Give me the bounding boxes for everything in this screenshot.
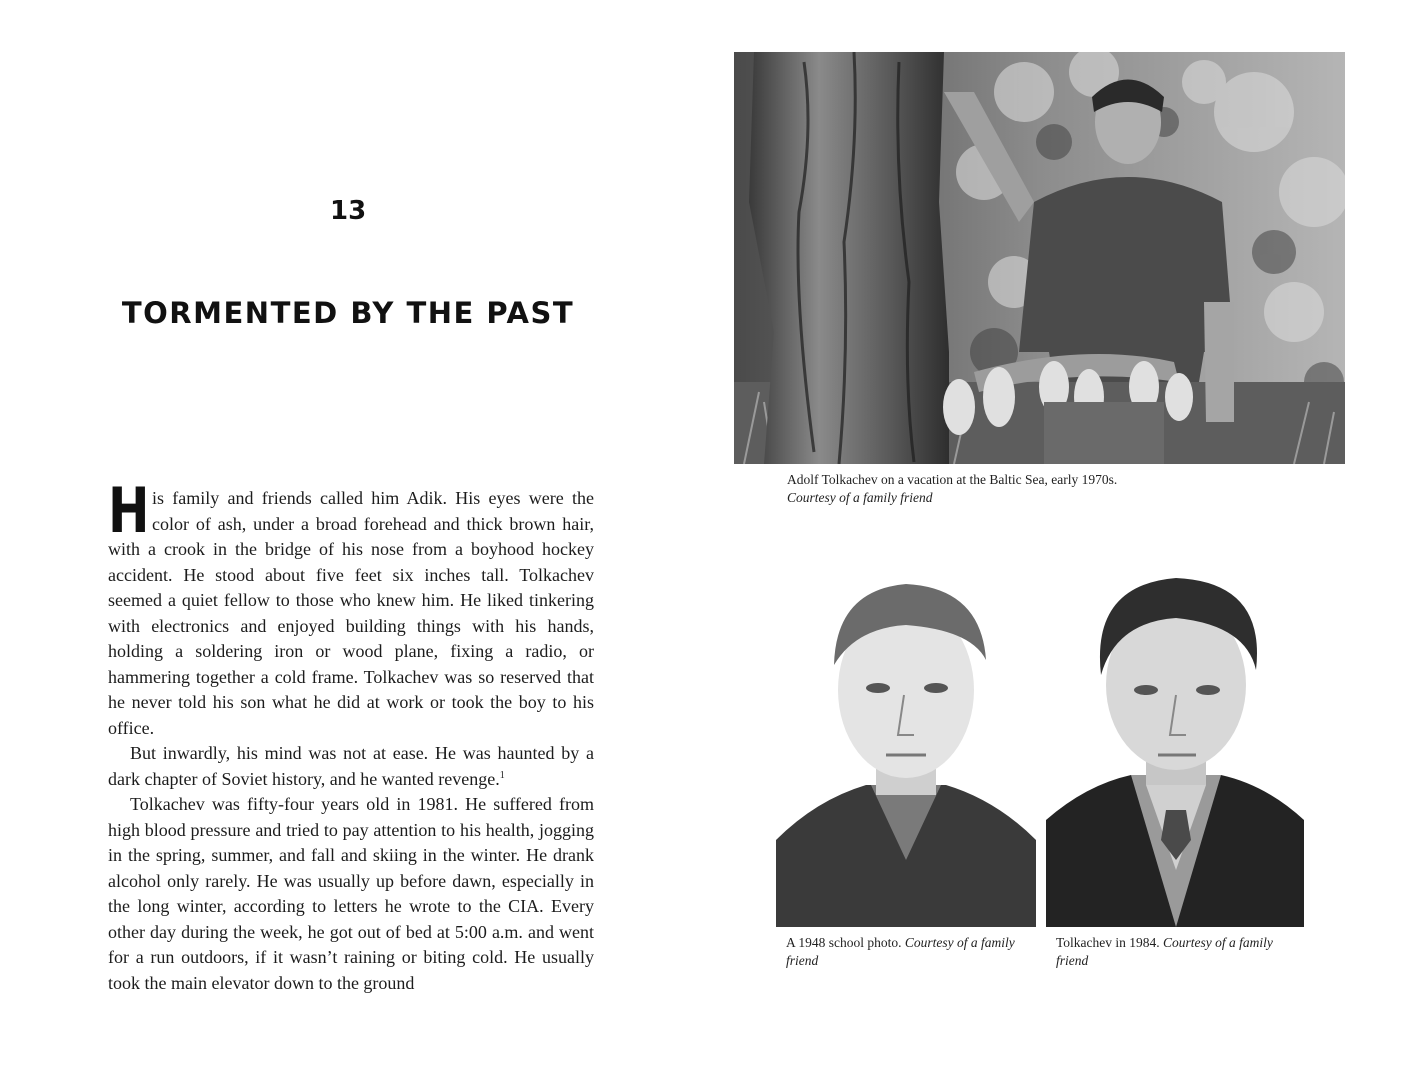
portrait-1984-caption-text: Tolkachev in 1984. (1056, 935, 1160, 950)
chapter-body (108, 474, 594, 996)
paragraph-1-text: is family and friends called him Adik. His eyes were the color of ash, under a broad forehead and thick brown hair, with a crook in the bridge of his nose from a boyhood hockey accident. He stood about five feet six inches tall. Tolkachev seemed a quiet fellow to those who knew him. He liked tinkering with electronics and enjoyed building things with his hands, holding a soldering iron or wood plane, fixing a radio, or hammering together a cold frame. Tolkachev was so reserved that he never told his son what he did at work or took the boy to his office. (108, 488, 594, 738)
baltic-photo (734, 52, 1345, 464)
school-credit: Courtesy of a family friend (786, 935, 1015, 968)
footnote-marker: 1 (499, 769, 505, 781)
paragraph-3 (108, 792, 594, 996)
drop-cap: H (108, 474, 150, 547)
chapter-number: 13 (330, 196, 367, 226)
school-caption-text: A 1948 school photo. (786, 935, 902, 950)
paragraph-2 (108, 741, 594, 792)
school-photo (776, 570, 1036, 927)
baltic-photo-image (734, 52, 1345, 464)
school-caption (786, 934, 1026, 970)
paragraph-2-text: But inwardly, his mind was not at ease. He was haunted by a dark chapter of Soviet history, and he wanted revenge. (108, 743, 594, 789)
portrait-1984-caption (1056, 934, 1296, 970)
baltic-caption-text: Adolf Tolkachev on a vacation at the Baltic Sea, early 1970s. (787, 472, 1118, 487)
portrait-1984-image (1046, 570, 1304, 927)
paragraph-1 (108, 474, 594, 741)
baltic-caption (787, 471, 1327, 507)
portrait-1984-credit: Courtesy of a family friend (1056, 935, 1273, 968)
school-photo-image (776, 570, 1036, 927)
paragraph-3-text: Tolkachev was fifty-four years old in 1981. He suffered from high blood pressure and tried to pay attention to his health, jogging in the spring, summer, and fall and skiing in the winter. He drank alcohol only rarely. He was usually up before dawn, especially in the long winter, according to letters he wrote to the CIA. Every other day during the week, he got out of bed at 5:00 a.m. and went for a run outdoors, if it wasn’t raining or biting cold. He usually took the main elevator down to the ground (108, 794, 594, 993)
baltic-credit: Courtesy of a family friend (787, 490, 933, 505)
portrait-1984-photo (1046, 570, 1304, 927)
chapter-title: TORMENTED BY THE PAST (121, 296, 575, 330)
